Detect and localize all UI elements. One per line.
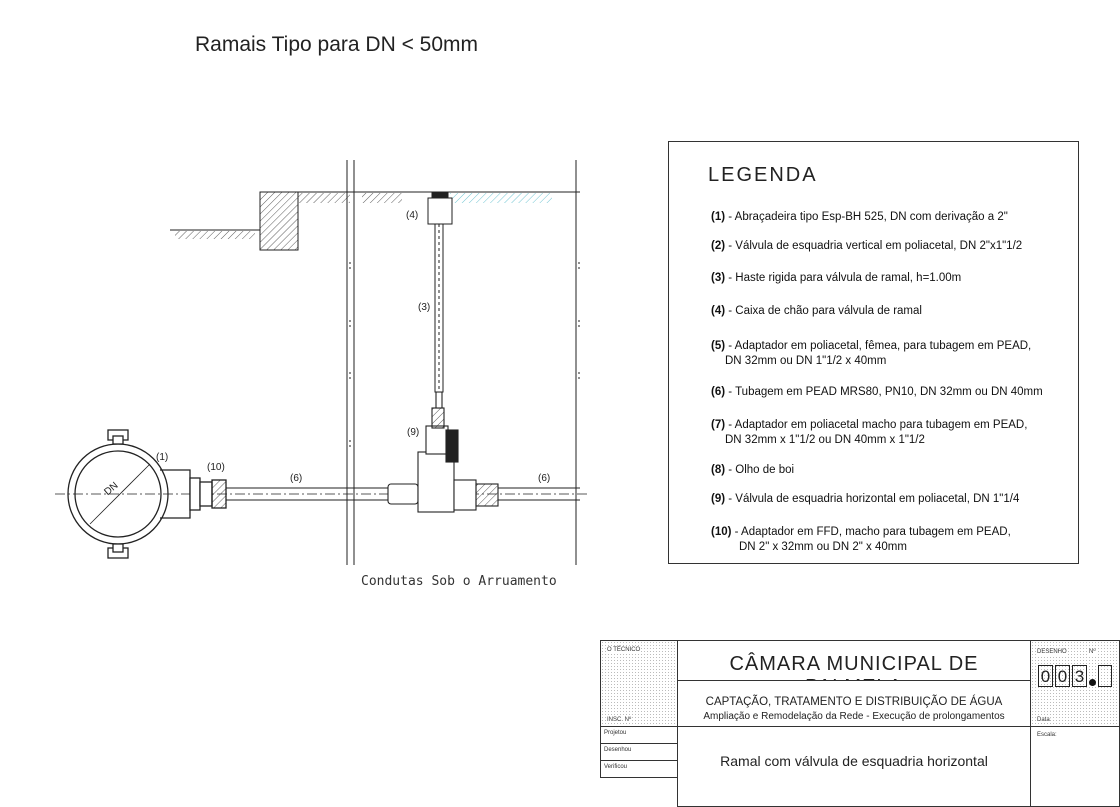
dn-label: DN [102, 480, 121, 498]
legend-item: (2) - Válvula de esquadria vertical em poliacetal, DN 2"x1"1/2 [711, 240, 1023, 252]
part-label-6-right: (6) [538, 473, 551, 484]
company-cell [677, 640, 1031, 681]
project-cell [677, 680, 1031, 727]
ground-surface [170, 192, 580, 250]
part-label-6-left: (6) [290, 473, 303, 484]
company-name: CÂMARA MUNICIPAL DE [729, 653, 979, 675]
title-block: O TÉCNICO INSC. Nº CÂMARA MUNICIPAL DE CAPTAÇÃO, TRATAMENTO E DISTRIBUIÇÃO DE ÁGUA Ampliação e Remodelação da Rede - Execução de prolongamentos DESENHO Nº 0 0 3 Data: Projetou Desenhou Verificou Ramal com válvula de esquadria horizontal Escala: [600, 640, 1120, 807]
legend-title: LEGENDA [708, 164, 818, 186]
drawing-digit-blank [1098, 665, 1112, 687]
pipe-connection-drawing [0, 0, 660, 600]
legend-item: (5) - Adaptador em poliacetal, fêmea, para tubagem em PEAD, DN 32mm ou DN 1"1/2 x 40mm [711, 340, 1032, 367]
legend-item: (6) - Tubagem em PEAD MRS80, PN10, DN 32mm ou DN 40mm [711, 386, 1043, 398]
drawing-title: Ramal com válvula de esquadria horizontal [720, 753, 988, 769]
scale-cell: Escala: [1030, 726, 1120, 807]
part-label-3: (3) [418, 302, 431, 313]
project-line-1: CAPTAÇÃO, TRATAMENTO E DISTRIBUIÇÃO DE ÁGUA [705, 696, 1003, 708]
legend-item: (4) - Caixa de chão para válvula de ramal [711, 305, 922, 317]
drawing-title-cell [677, 726, 1031, 807]
page-title: Ramais Tipo para DN < 50mm [195, 33, 479, 56]
legend-box [668, 141, 1079, 564]
part-label-1: (1) [156, 452, 169, 463]
project-line-2: Ampliação e Remodelação da Rede - Execução de prolongamentos [703, 711, 1005, 722]
part-label-9: (9) [407, 427, 420, 438]
legend-item: (8) - Olho de boi [711, 464, 795, 476]
drawing-digit: 0 [1055, 665, 1070, 687]
drawing-caption: Condutas Sob o Arruamento [361, 574, 557, 589]
legend-item: (10) - Adaptador em FFD, macho para tubagem em PEAD, DN 2" x 32mm ou DN 2" x 40mm [711, 526, 1011, 553]
legend-item: (1) - Abraçadeira tipo Esp-BH 525, DN com derivação a 2" [711, 211, 1008, 223]
dot-marker [1089, 679, 1096, 686]
part-label-4: (4) [406, 210, 419, 221]
horizontal-valve [388, 392, 498, 512]
legend-item: (3) - Haste rigida para válvula de ramal, h=1.00m [711, 272, 962, 284]
drawing-digit: 0 [1038, 665, 1053, 687]
technician-cell: O TÉCNICO INSC. Nº [600, 640, 678, 727]
legend-item: (7) - Adaptador em poliacetal macho para tubagem em PEAD, DN 32mm x 1"1/2 ou DN 40mm x 1"1/2 [711, 419, 1028, 446]
drawing-digit: 3 [1072, 665, 1087, 687]
part-label-10: (10) [207, 462, 225, 473]
legend-item: (9) - Válvula de esquadria horizontal em poliacetal, DN 1"1/4 [711, 493, 1020, 505]
drawing-number-cell: DESENHO Nº 0 0 3 Data: [1030, 640, 1120, 727]
valve-rod-and-box [428, 192, 452, 392]
